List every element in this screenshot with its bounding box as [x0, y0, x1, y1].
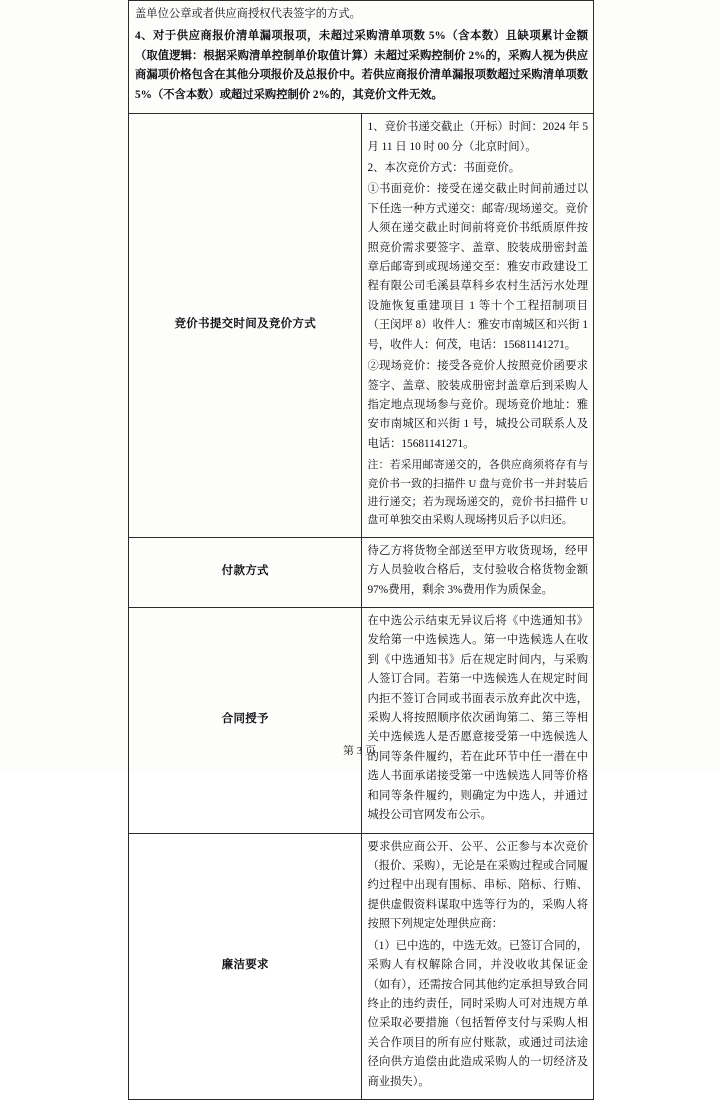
- table-row: [129, 607, 594, 833]
- row-content-integrity: [361, 833, 594, 1099]
- paragraph-text: 盖单位公章或者供应商授权代表签字的方式。: [135, 8, 361, 20]
- row-content-bidding-time: [361, 114, 594, 538]
- paragraph-text: ②现场竞价：接受各竞价人按照竞价函要求签字、盖章、胶装成册密封盖章后到采购人指定地点现场参与竞价。现场竞价地址：雅安市南城区和兴街 1 号，城投公司联系人及电话：15681141271。: [367, 360, 588, 450]
- paragraph-text: 要求供应商公开、公平、公正参与本次竞价（报价、采购），无论是在采购过程或合同履约过程中出现有围标、串标、陪标、行贿、提供虚假资料谋取中选等行为的，采购人将按照下列规定处理供应商：: [367, 840, 588, 931]
- table-row: [129, 833, 594, 1099]
- paragraph-text: ①书面竞价：接受在递交截止时间前通过以下任选一种方式递交：邮寄/现场递交。竞价人须在递交截止时间前将竞价书纸质原件按照竞价需求要签字、盖章、胶装成册密封盖章后邮寄到或现场递交至：雅安市政建设工程有限公司毛溪县草科乡农村生活污水处理设施恢复重建项目 1 等十个工程招制项目（王闵坪 8）收件人：雅安市南城区和兴街 1 号，收件人：何茂，电话：15681141271。: [367, 183, 588, 351]
- table-row: [129, 537, 594, 607]
- paragraph-note: 注：若采用邮寄递交的，各供应商须将存有与竞价书一致的扫描件 U 盘与竞价书一并封装后进行递交；若为现场递交的，竞价书扫描件 U 盘可单独交由采购人现场拷贝后予以归还。: [367, 459, 588, 527]
- paragraph-text: 待乙方将货物全部送至甲方收货现场，经甲方人员验收合格后，支付验收合格货物金额 97%费用，剩余 3%费用作为质保金。: [367, 544, 588, 596]
- page-footer: 第 3 页: [343, 745, 376, 757]
- row-continuation-cell: [129, 1, 594, 114]
- row-content-contract-award: [361, 607, 594, 833]
- paragraph-text: 在中选公示结束无异议后将《中选通知书》发给第一中选候选人。第一中选候选人在收到《中选通知书》后在规定时间内，与采购人签订合同。若第一中选候选人在规定时间内拒不签订合同或书面表示放弃此次中选，采购人将按照顺序依次函询第二、第三等相关中选候选人是否愿意接受第一中选候选人的同等条件履约，若在此环节中任一潜在中选人书面承诺接受第一中选候选人同等价格和同等条件履约，则确定为中选人，并通过城投公司官网发布公示。: [367, 614, 588, 822]
- row-label-payment: 付款方式: [129, 537, 362, 607]
- paragraph-text: （1）已中选的，中选无效。已签订合同的，采购人有权解除合同，并没收收其保证金（如有），还需按合同其他约定承担导致合同终止的违约责任，同时采购人可对违规方单位采取必要措施（包括暂停支付与采购人相关合作项目的所有应付账款，或通过司法途径向供方追偿由此造成采购人的一切经济及商业损失）。: [367, 939, 588, 1088]
- paragraph-text: 4、对于供应商报价清单漏项报项，未超过采购清单项数 5%（含本数）且缺项累计金额（取值逻辑：根据采购清单控制单价取值计算）未超过采购控制价 2%的，采购人视为供应商漏项价格包含在其他分项报价及总报价中。若供应商报价清单漏报项数超过采购清单项数 5%（不含本数）或超过采购控制价 2%的，其竞价文件无效。: [135, 30, 588, 101]
- row-label-bidding-time: 竞价书提交时间及竞价方式: [129, 114, 362, 538]
- paragraph-text: 1、竞价书递交截止（开标）时间：2024 年 5 月 11 日 10 时 00 分（北京时间）。: [367, 121, 588, 153]
- paragraph-text: 2、本次竞价方式：书面竞价。: [367, 161, 521, 174]
- row-label-contract-award: 合同授予: [129, 607, 362, 833]
- row-content-payment: [361, 537, 594, 607]
- table-row: [129, 1, 594, 114]
- contract-terms-table: [128, 0, 594, 1100]
- table-row: [129, 114, 594, 538]
- row-label-integrity: 廉洁要求: [129, 833, 362, 1099]
